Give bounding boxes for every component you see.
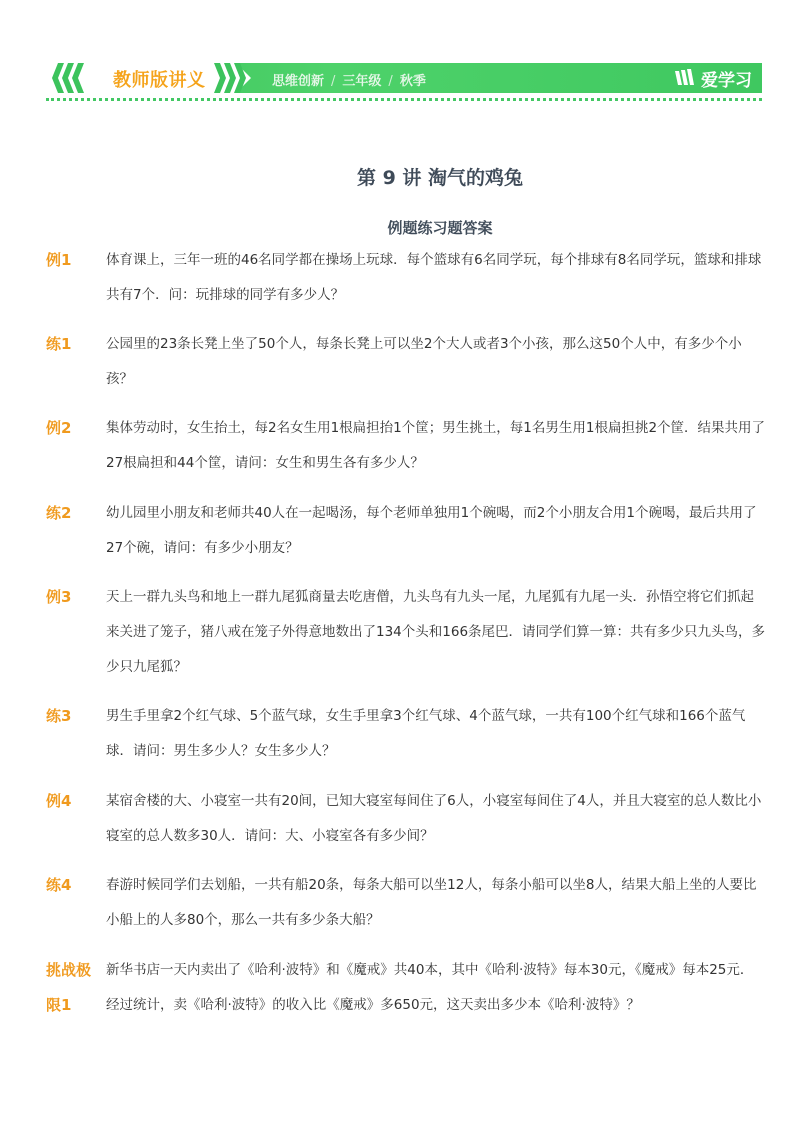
brand-name: 爱学习 <box>701 70 752 91</box>
breadcrumb-grade: 三年级 <box>342 74 382 89</box>
problem-text: 男生手里拿2个红气球、5个蓝气球，女生手里拿3个红气球、4个蓝气球，一共有100个红气球和166个蓝气球．请问：男生多少人？女生多少人？ <box>106 708 746 759</box>
problem-text: 集体劳动时，女生抬土，每2名女生用1根扁担抬1个筐；男生挑土，每1名男生用1根扁担挑2个筐．结果共用了27根扁担和44个筐，请问：女生和男生各有多少人？ <box>106 420 766 471</box>
problem-label: 例1 <box>46 251 72 269</box>
problem-label: 例2 <box>46 419 72 437</box>
problem-text: 公园里的23条长凳上坐了50个人，每条长凳上可以坐2个大人或者3个小孩，那么这50个人中，有多少个小孩？ <box>106 336 742 387</box>
problem-label: 挑战极限1 <box>46 961 92 1014</box>
chevron-right-icon <box>234 63 246 93</box>
problem-text: 幼儿园里小朋友和老师共40人在一起喝汤，每个老师单独用1个碗喝，而2个小朋友合用1个碗喝，最后共用了27个碗，请问：有多少小朋友？ <box>106 505 757 556</box>
problem-label: 练2 <box>46 504 72 522</box>
breadcrumb-separator: / <box>331 74 336 89</box>
section-title: 例题练习题答案 <box>387 219 493 237</box>
problem-label: 练1 <box>46 335 72 353</box>
problem-label: 练3 <box>46 707 72 725</box>
problem-text: 春游时候同学们去划船，一共有船20条，每条大船可以坐12人，每条小船可以坐8人，结果大船上坐的人要比小船上的人多80个，那么一共有多少条大船？ <box>106 877 757 928</box>
problem-text: 天上一群九头鸟和地上一群九尾狐商量去吃唐僧，九头鸟有九头一尾，九尾狐有九尾一头．孙悟空将它们抓起来关进了笼子，猪八戒在笼子外得意地数出了134个头和166条尾巴．请同学们算一算：共有多少只九头鸟，多少只九尾狐？ <box>106 589 766 675</box>
chevrons-right-icon <box>214 63 244 93</box>
chevron-left-icon <box>72 63 84 93</box>
problem-label: 例3 <box>46 588 72 606</box>
breadcrumb-separator: / <box>388 74 393 89</box>
header-banner <box>46 63 762 93</box>
breadcrumb-subject: 思维创新 <box>272 74 325 89</box>
chevrons-left-icon <box>52 63 82 93</box>
header-dotted-divider <box>46 98 762 101</box>
header-breadcrumb <box>272 70 426 89</box>
problem-label: 练4 <box>46 876 72 894</box>
problem-text: 体育课上，三年一班的46名同学都在操场上玩球．每个篮球有6名同学玩，每个排球有8名同学玩，篮球和排球共有7个．问：玩排球的同学有多少人？ <box>106 252 762 303</box>
problem-text: 某宿舍楼的大、小寝室一共有20间，已知大寝室每间住了6人，小寝室每间住了4人，并且大寝室的总人数比小寝室的总人数多30人．请问：大、小寝室各有多少间？ <box>106 793 762 844</box>
breadcrumb-season: 秋季 <box>399 74 426 89</box>
problem-label: 例4 <box>46 792 72 810</box>
brand-logo <box>673 65 752 91</box>
brand-mark-icon <box>673 67 697 89</box>
header-title: 教师版讲义 <box>113 70 206 91</box>
problem-text: 新华书店一天内卖出了《哈利·波特》和《魔戒》共40本，其中《哈利·波特》每本30元，《魔戒》每本25元．经过统计，卖《哈利·波特》的收入比《魔戒》多650元，这天卖出多少本《哈利·波特》？ <box>106 962 754 1013</box>
lecture-title: 第 9 讲 淘气的鸡兔 <box>356 167 524 189</box>
